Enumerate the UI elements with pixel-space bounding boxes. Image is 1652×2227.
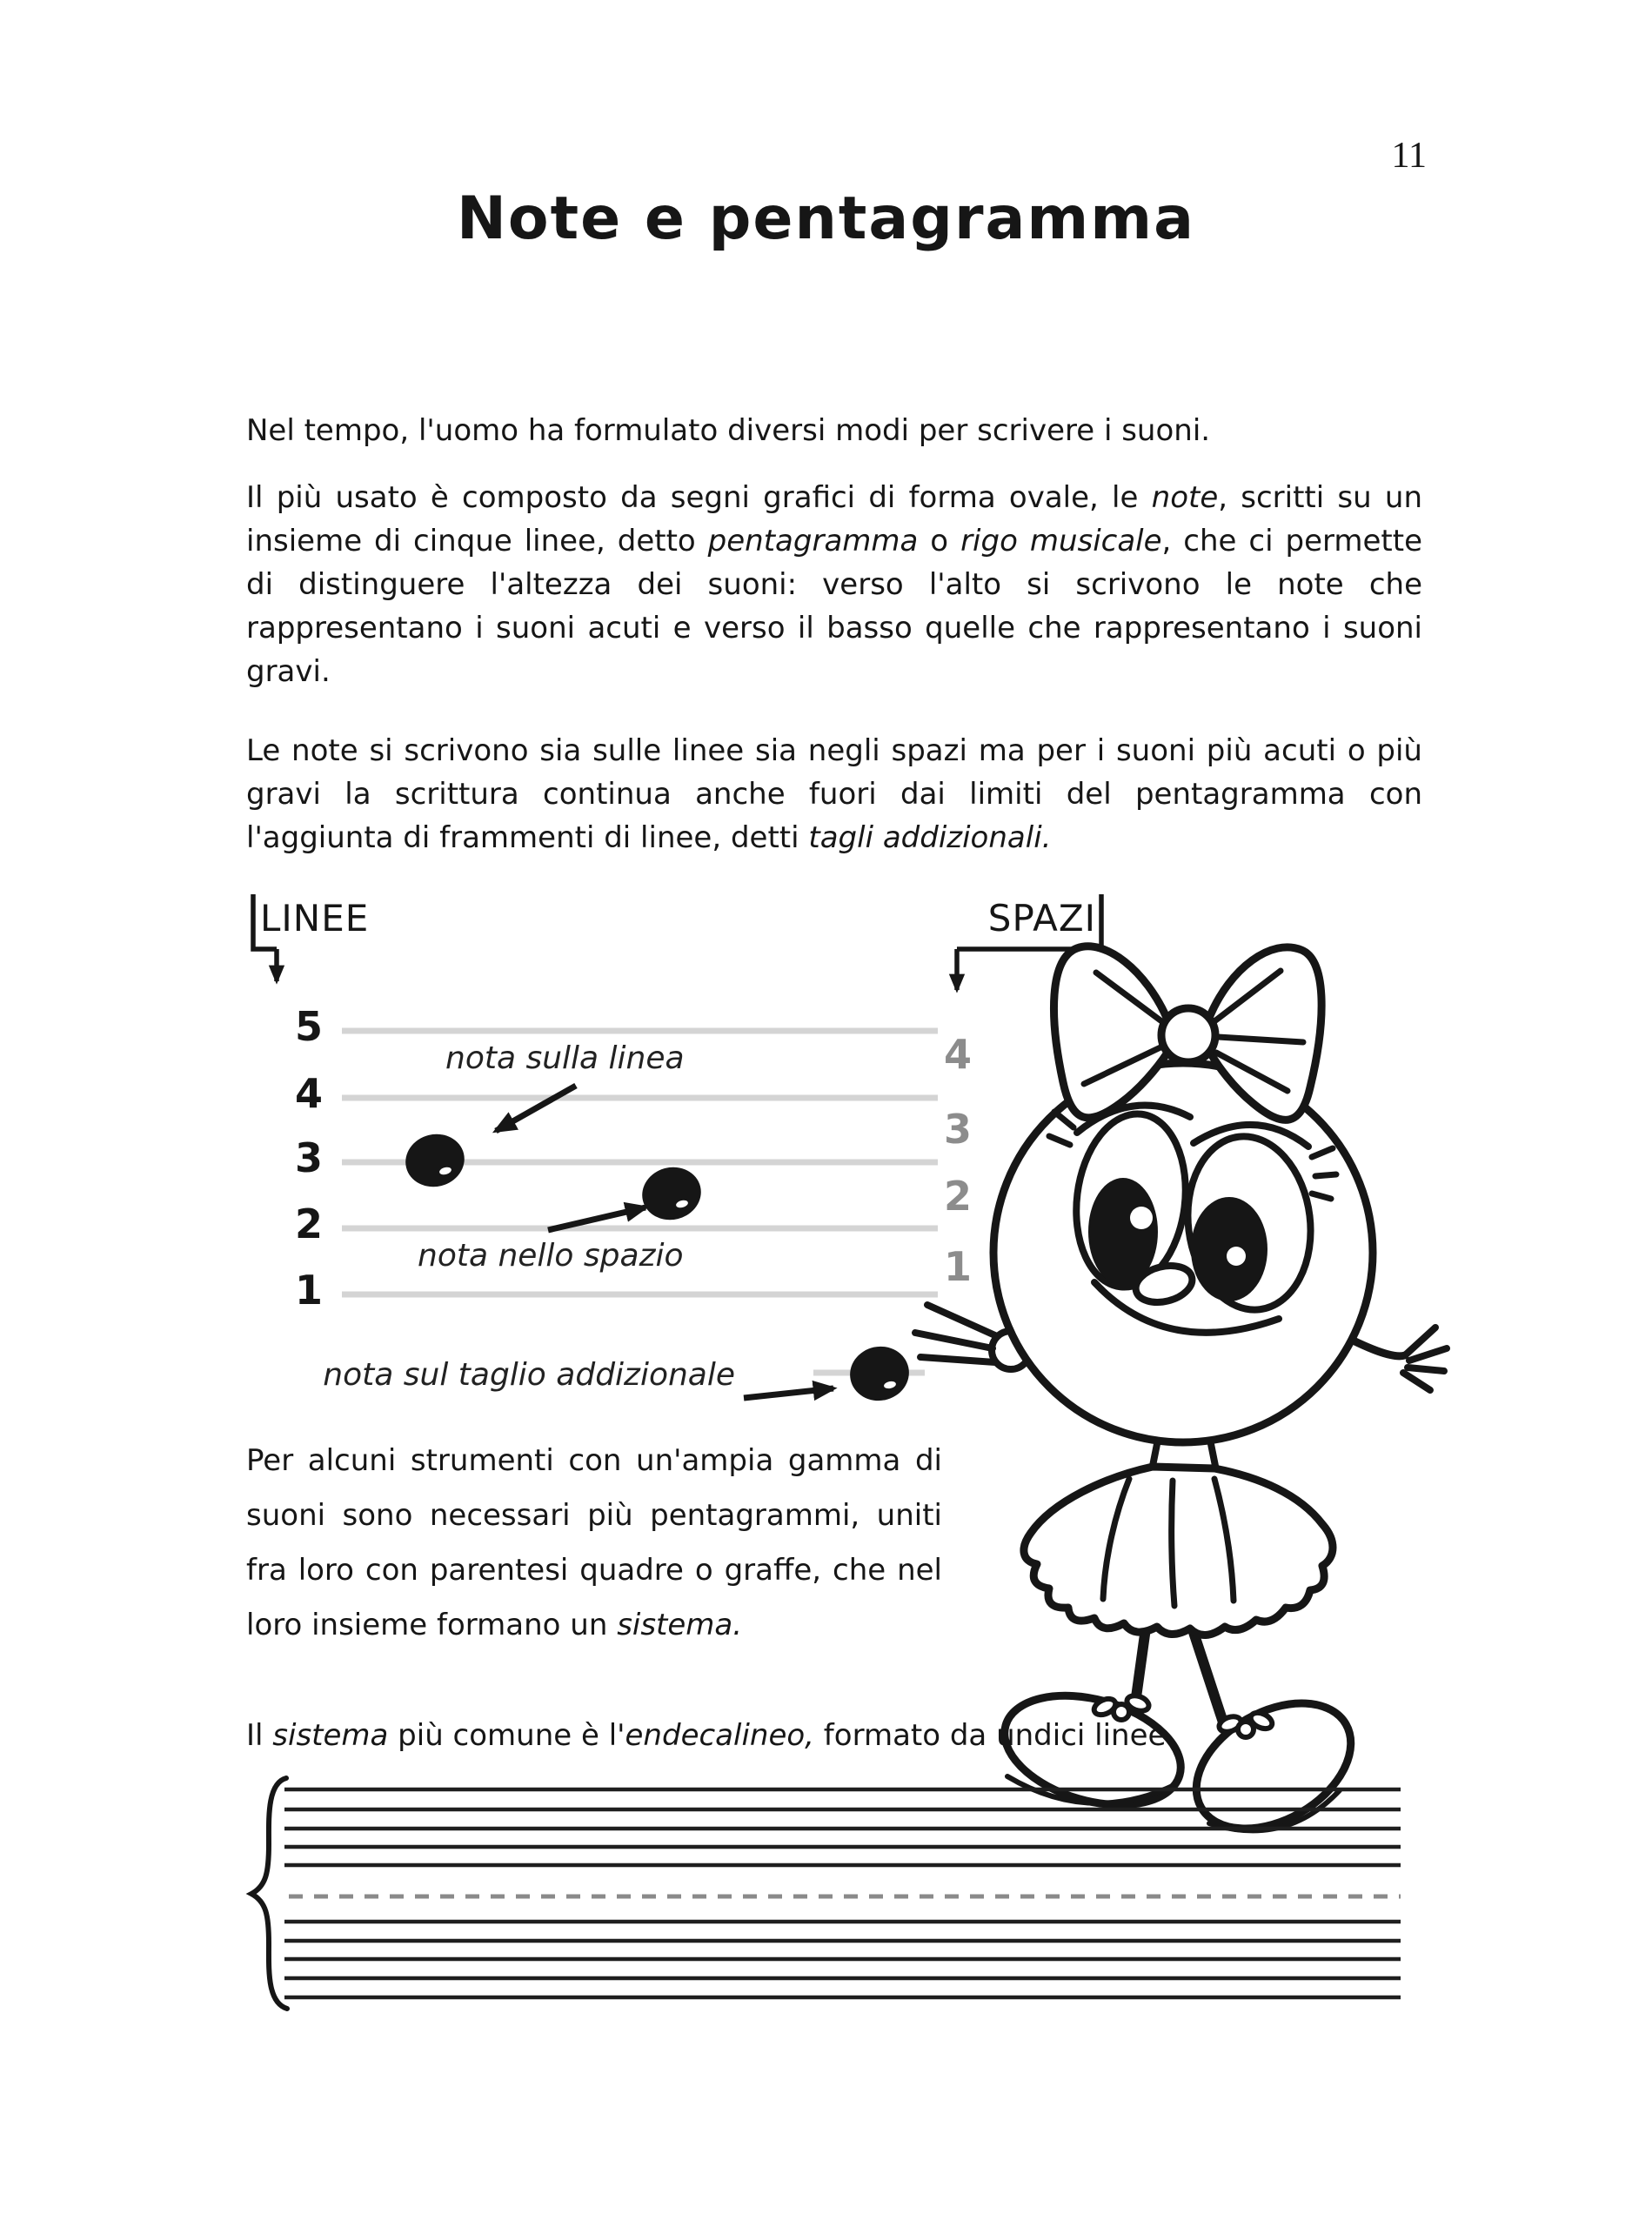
note-in-space	[637, 1161, 706, 1227]
line-number-5: 5	[294, 1003, 323, 1050]
page-title: Note e pentagramma	[456, 184, 1195, 253]
character-skirt	[1024, 1467, 1333, 1635]
pentagram-staff-lines	[342, 1031, 938, 1373]
line-number-3: 3	[294, 1134, 323, 1181]
paragraph-tagli-addizionali: Le note si scrivono sia sulle linee sia negli spazi ma per i suoni più acuti o più gravi la scrittura continua anche fuori dai limiti del pentagramma con l'aggiunta di frammenti di linee, detti tagli addizionali.	[246, 733, 1422, 855]
note-on-line	[400, 1128, 470, 1194]
caption-note-in-space: nota nello spazio	[418, 1238, 684, 1274]
note-on-ledger	[845, 1341, 913, 1407]
arrow-to-note-on-ledger	[744, 1388, 833, 1398]
paragraph-pentagramma: Il più usato è composto da segni grafici di forma ovale, le note, scritti su un insieme di cinque linee, detto pentagramma o rigo musicale, che ci permette di distinguere l'altezza dei suoni: verso l'alto si scrivono le note che rappresentano i suoni acuti e verso il basso quelle che rappresentano i suoni gravi.	[246, 480, 1423, 689]
line-number-1: 1	[294, 1267, 323, 1314]
paragraph-endecalineo: Il sistema più comune è l'endecalineo, formato da undici linee.	[246, 1718, 1176, 1753]
linee-label: LINEE	[260, 897, 370, 940]
arrow-to-note-on-line	[496, 1086, 576, 1131]
character-head	[993, 1063, 1373, 1442]
line-number-2: 2	[294, 1200, 323, 1247]
space-number-1: 1	[943, 1243, 972, 1290]
paragraph-sistema: Per alcuni strumenti con un'ampia gamma di suoni sono necessari più pentagrammi, uniti fra loro con parentesi quadre o graffe, che nel loro insieme formano un sistema.	[246, 1443, 942, 1642]
caption-note-on-line: nota sulla linea	[445, 1040, 685, 1076]
spazi-label: SPAZI	[987, 897, 1096, 940]
space-number-3: 3	[943, 1106, 972, 1153]
caption-note-on-ledger: nota sul taglio addizionale	[323, 1357, 735, 1393]
space-number-2: 2	[943, 1173, 972, 1220]
line-number-4: 4	[294, 1070, 323, 1117]
space-number-4: 4	[943, 1031, 972, 1078]
paragraph-intro: Nel tempo, l'uomo ha formulato diversi modi per scrivere i suoni.	[246, 413, 1211, 448]
page-number: 11	[1391, 136, 1427, 176]
brace	[251, 1778, 287, 2009]
